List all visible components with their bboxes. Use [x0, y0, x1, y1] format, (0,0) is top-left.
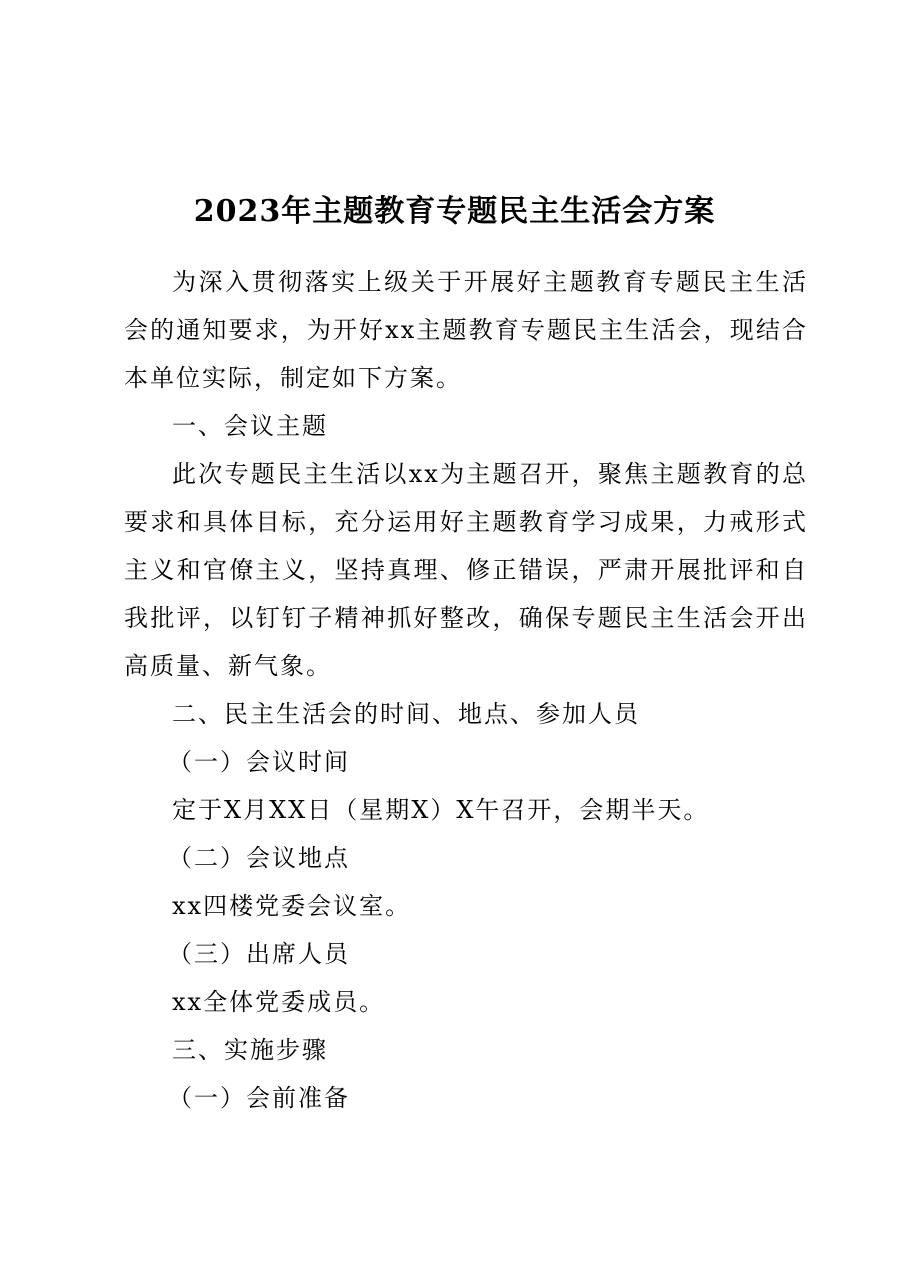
time-heading: （一）会议时间	[168, 748, 350, 776]
intro-paragraph: 为深入贯彻落实上级关于开展好主题教育专题民主生活会的通知要求，为开好xx主题教育专题民主生活会，现结合本单位实际，制定如下方案。	[124, 268, 808, 392]
document-title: 2023年主题教育专题民主生活会方案	[193, 194, 716, 229]
time-text: 定于X月XX日（星期X）X午召开，会期半天。	[172, 796, 710, 824]
place-heading: （二）会议地点	[168, 844, 350, 872]
document-body	[124, 258, 808, 1122]
attendees-heading: （三）出席人员	[168, 940, 350, 968]
step1-heading: （一）会前准备	[168, 1084, 350, 1112]
section2-heading: 二、民主生活会的时间、地点、参加人员	[172, 700, 640, 728]
attendees-text: xx全体党委成员。	[172, 988, 386, 1016]
section1-heading: 一、会议主题	[172, 412, 328, 440]
section3-heading: 三、实施步骤	[172, 1036, 328, 1064]
place-text: xx四楼党委会议室。	[172, 892, 412, 920]
section1-paragraph: 此次专题民主生活以xx为主题召开，聚焦主题教育的总要求和具体目标，充分运用好主题教育学习成果，力戒形式主义和官僚主义，坚持真理、修正错误，严肃开展批评和自我批评，以钉钉子精神抓好整改，确保专题民主生活会开出高质量、新气象。	[124, 460, 808, 680]
